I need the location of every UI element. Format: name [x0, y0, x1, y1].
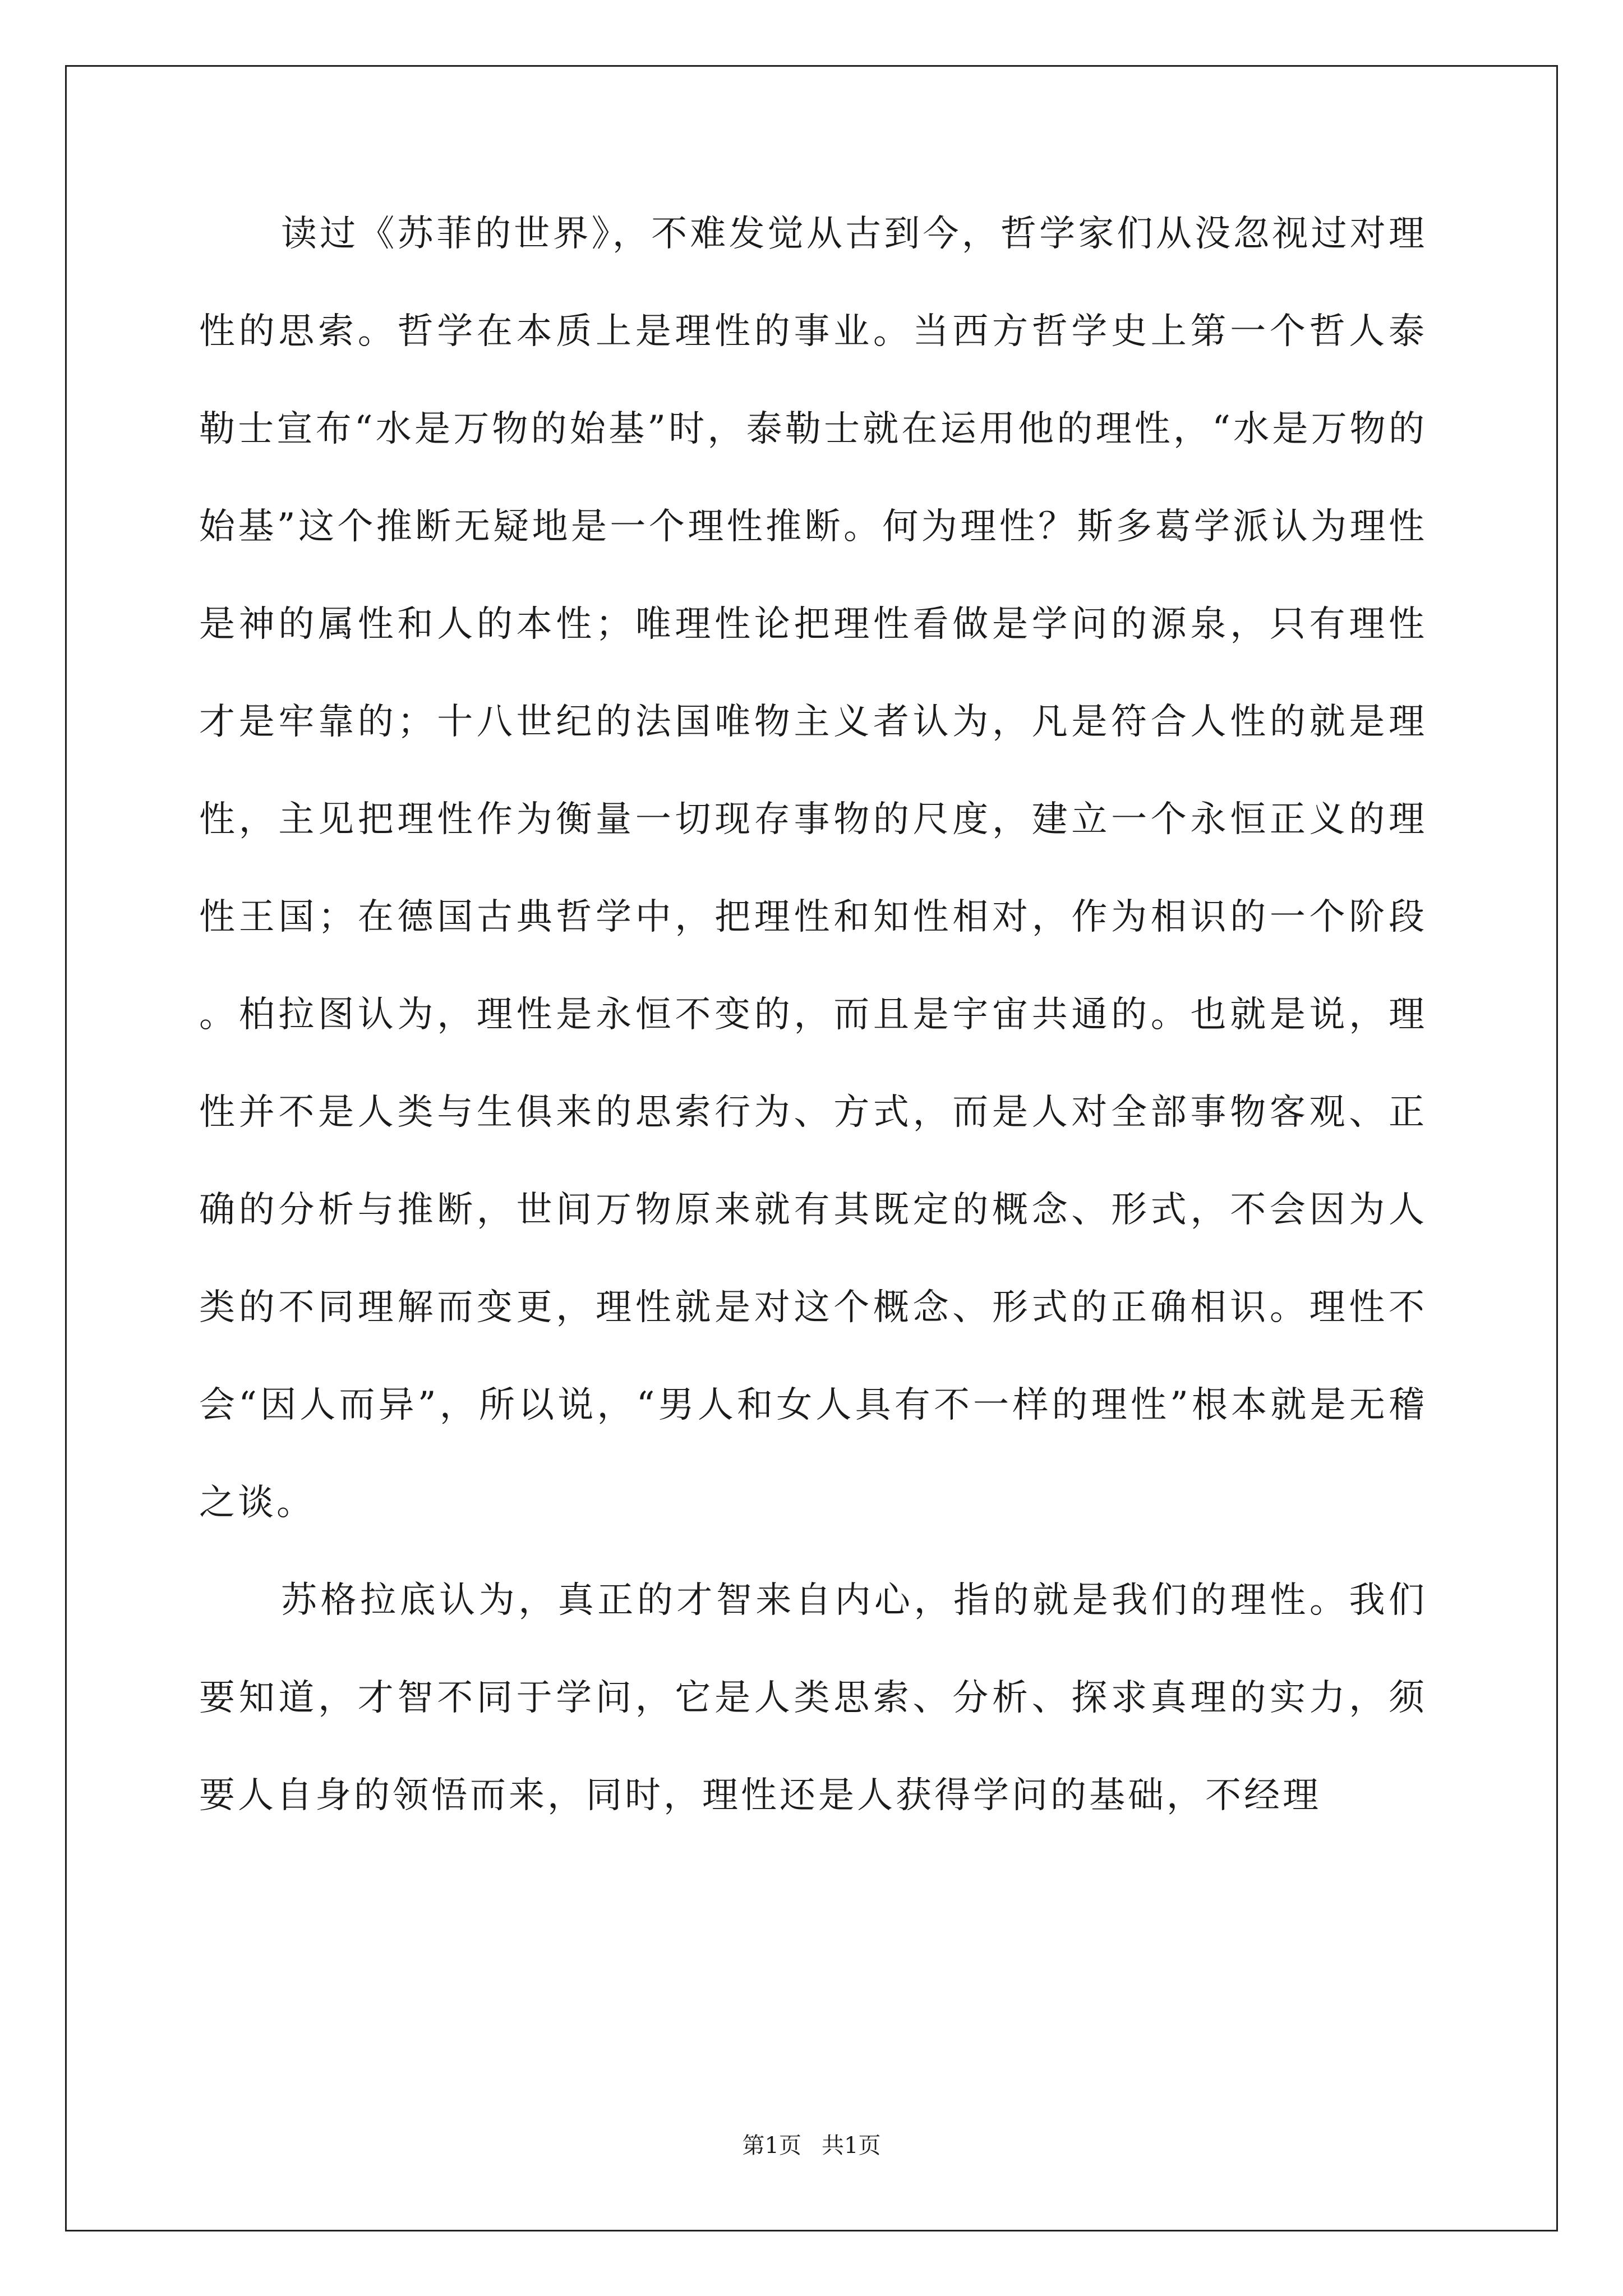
- document-body: [199, 185, 1427, 1844]
- paragraph-1: 读过《苏菲的世界》，不难发觉从古到今，哲学家们从没忽视过对理性的思索。哲学在本质上是理性的事业。当西方哲学史上第一个哲人泰勒士宣布“水是万物的始基”时，泰勒士就在运用他的理性，“水是万物的始基”这个推断无疑地是一个理性推断。何为理性？斯多葛学派认为理性是神的属性和人的本性；唯理性论把理性看做是学问的源泉，只有理性才是牢靠的；十八世纪的法国唯物主义者认为，凡是符合人性的就是理性，主见把理性作为衡量一切现存事物的尺度，建立一个永恒正义的理性王国；在德国古典哲学中，把理性和知性相对，作为相识的一个阶段。柏拉图认为，理性是永恒不变的，而且是宇宙共通的。也就是说，理性并不是人类与生俱来的思索行为、方式，而是人对全部事物客观、正确的分析与推断，世间万物原来就有其既定的概念、形式，不会因为人类的不同理解而变更，理性就是对这个概念、形式的正确相识。理性不会“因人而异”，所以说，“男人和女人具有不一样的理性”根本就是无稽之谈。: [199, 213, 1427, 1524]
- page-total: 共1页: [822, 2133, 881, 2159]
- paragraph-2: 苏格拉底认为，真正的才智来自内心，指的就是我们的理性。我们要知道，才智不同于学问，它是人类思索、分析、探求真理的实力，须要人自身的领悟而来，同时，理性还是人获得学问的基础，不经理: [199, 1580, 1427, 1816]
- page-footer: [0, 2129, 1623, 2162]
- page-number: 第1页: [742, 2133, 801, 2159]
